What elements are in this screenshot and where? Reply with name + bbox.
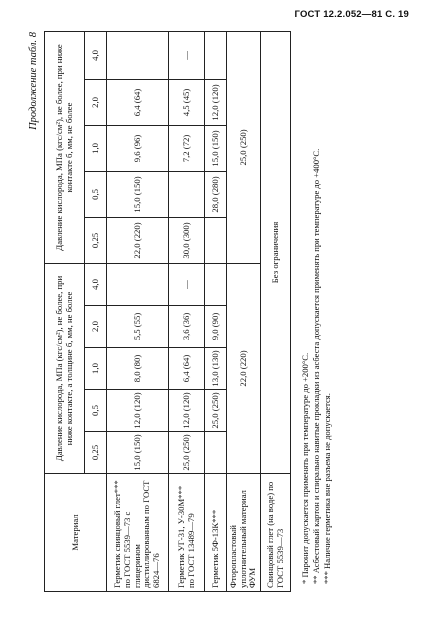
value-cell: 9,0 (90)	[205, 306, 227, 348]
thickness-header: 1,0	[85, 125, 107, 171]
merged-value-cell: Без ограничения	[261, 31, 291, 473]
thickness-header: 2,0	[85, 79, 107, 125]
thickness-header: 0,5	[85, 390, 107, 432]
table-row	[205, 31, 227, 591]
material-cell: Герметик 5Ф-13К***	[205, 474, 227, 592]
value-cell: 13,0 (130)	[205, 348, 227, 390]
value-cell: 12,0 (120)	[169, 390, 205, 432]
value-cell: 15,0 (150)	[107, 171, 169, 217]
value-cell	[205, 31, 227, 79]
footnotes	[300, 32, 334, 592]
thickness-header: 2,0	[85, 306, 107, 348]
group-header-2: Давление кислорода, МПа (кгс/см²), не более, при ниже контакте б, мм, не более	[45, 31, 85, 263]
value-cell	[169, 171, 205, 217]
material-cell: Герметик УГ-31, У-30М*** по ГОСТ 13489—79	[169, 474, 205, 592]
merged-value-cell: 25,0 (250)	[227, 31, 261, 263]
value-cell: 15,0 (150)	[107, 432, 169, 474]
page-header: ГОСТ 12.2.052—81 С. 19	[294, 9, 409, 20]
table-row	[107, 31, 169, 591]
dash-cell: —	[169, 263, 205, 305]
footnote: ** Асбестовый картон и спирально навитые прокладки из асбеста допускается применять при температуре до +400°С.	[311, 148, 322, 584]
table-continuation-title: Продолжение табл. 8	[28, 32, 39, 130]
value-cell	[205, 217, 227, 263]
thickness-header: 4,0	[85, 263, 107, 305]
value-cell: 4,5 (45)	[169, 79, 205, 125]
value-cell: 22,0 (220)	[107, 217, 169, 263]
value-cell	[107, 31, 169, 79]
value-cell: 6,4 (64)	[107, 79, 169, 125]
value-cell: 9,6 (96)	[107, 125, 169, 171]
thickness-header: 0,25	[85, 217, 107, 263]
value-cell: 15,0 (150)	[205, 125, 227, 171]
table-row	[227, 31, 261, 591]
material-cell: Свинцовый глет (на воде) по ГОСТ 5539—73	[261, 474, 291, 592]
merged-value-cell: 22,0 (220)	[227, 263, 261, 473]
value-cell: 3,6 (36)	[169, 306, 205, 348]
value-cell	[205, 263, 227, 305]
value-cell: 8,0 (80)	[107, 348, 169, 390]
thickness-header: 4,0	[85, 31, 107, 79]
value-cell: 12,0 (120)	[107, 390, 169, 432]
col-header-material: Материал	[45, 474, 107, 592]
oxygen-pressure-table	[44, 31, 291, 592]
thickness-header: 0,25	[85, 432, 107, 474]
dash-cell: —	[169, 31, 205, 79]
group-header-1: Давление кислорода, МПа (кгс/см²), не более, при ниже контакте, а толщине б, мм, не более	[45, 263, 85, 473]
value-cell: 25,0 (250)	[169, 432, 205, 474]
value-cell: 6,4 (64)	[169, 348, 205, 390]
value-cell	[205, 432, 227, 474]
rotated-page-content	[28, 32, 399, 592]
value-cell: 7,2 (72)	[169, 125, 205, 171]
footnote: *** Наличие герметика вне разъема не допускается.	[322, 393, 333, 584]
table-row	[169, 31, 205, 591]
thickness-header: 1,0	[85, 348, 107, 390]
value-cell: 30,0 (300)	[169, 217, 205, 263]
material-cell: Герметик свинцовый глет*** по ГОСТ 5539—73 с глицерином дистиллированным по ГОСТ 6824—76	[107, 474, 169, 592]
value-cell: 28,0 (280)	[205, 171, 227, 217]
value-cell: 25,0 (250)	[205, 390, 227, 432]
table-row	[261, 31, 291, 591]
footnote: * Паронит допускается применять при температуре до +200°С.	[300, 352, 310, 584]
material-cell: Фторопластовый уплотнительный материал ФУМ	[227, 474, 261, 592]
thickness-header: 0,5	[85, 171, 107, 217]
value-cell: 12,0 (120)	[205, 79, 227, 125]
value-cell: 5,5 (55)	[107, 306, 169, 348]
value-cell	[107, 263, 169, 305]
